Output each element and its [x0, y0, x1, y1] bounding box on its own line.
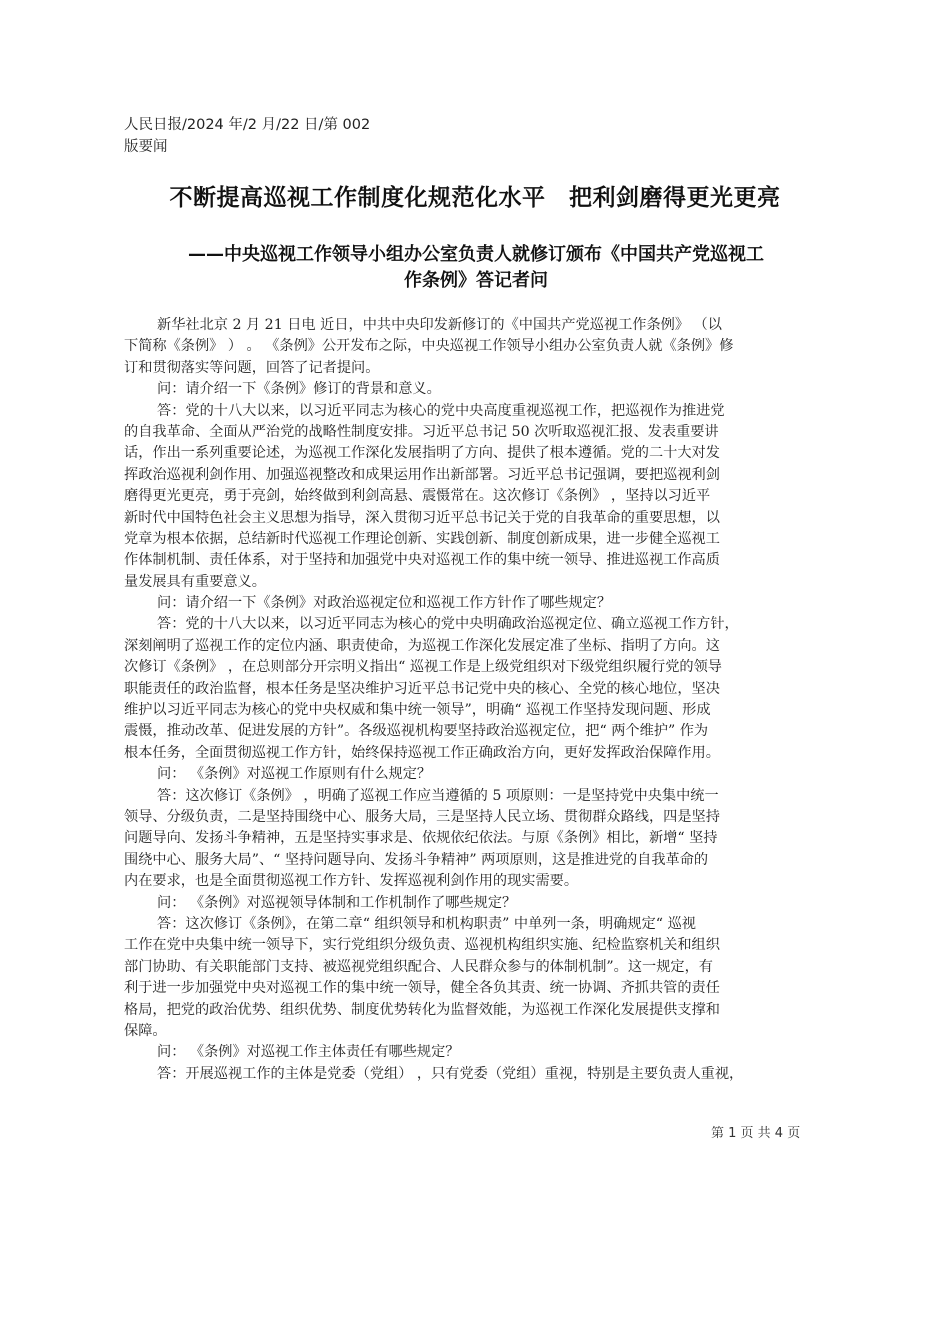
body-text-line: 问：请介绍一下《条例》修订的背景和意义。 — [157, 381, 441, 398]
body-text-line: 问： 《条例》对巡视领导体制和工作机制作了哪些规定？ — [157, 894, 517, 911]
source-line-1: 人民日报/2024 年/2 月/22 日/第 002 — [124, 117, 371, 133]
page-number: 第 1 页 共 4 页 — [711, 1126, 801, 1141]
body-text-line: 答：党的十八大以来，以习近平同志为核心的党中央高度重视巡视工作，把巡视作为推进党 — [157, 402, 725, 419]
body-text-line: 围绕中心、服务大局”、“ 坚持问题导向、发扬斗争精神” 两项原则，这是推进党的自我革命的 — [124, 851, 709, 868]
source-line-2: 版要闻 — [124, 139, 168, 155]
body-text-line: 维护以习近平同志为核心的党中央权威和集中统一领导”，明确“ 巡视工作坚持发现问题、形成 — [124, 702, 711, 719]
body-text-line: 话，作出一系列重要论述，为巡视工作深化发展指明了方向、提供了根本遵循。党的二十大对发 — [124, 445, 720, 462]
body-text-line: 问： 《条例》对巡视工作原则有什么规定？ — [157, 766, 432, 783]
body-text-line: 答：党的十八大以来，以习近平同志为核心的党中央明确政治巡视定位、确立巡视工作方针， — [157, 616, 739, 633]
body-text-line: 深刻阐明了巡视工作的定位内涵、职责使命，为巡视工作深化发展定准了坐标、指明了方向。这 — [124, 637, 720, 654]
body-text-line: 的自我革命、全面从严治党的战略性制度安排。习近平总书记 50 次听取巡视汇报、发表重要讲 — [124, 423, 719, 440]
body-text-line: 震慑，推动改革、促进发展的方针”。各级巡视机构要坚持政治巡视定位，把“ 两个维护” 作为 — [124, 723, 709, 740]
body-text-line: 答：这次修订《条例》，在第二章“ 组织领导和机构职责” 中单列一条，明确规定“ 巡视 — [157, 915, 696, 932]
body-text-line: 内在要求，也是全面贯彻巡视工作方针、发挥巡视利剑作用的现实需要。 — [124, 873, 579, 890]
subtitle-line-1: ——中央巡视工作领导小组办公室负责人就修订颁布《中国共产党巡视工 — [188, 244, 764, 265]
source-header — [124, 114, 370, 158]
body-text-line: 部门协助、有关职能部门支持、被巡视党组织配合、人民群众参与的体制机制”。这一规定，有 — [124, 958, 713, 975]
body-text-line: 职能责任的政治监督，根本任务是坚决维护习近平总书记党中央的核心、全党的核心地位，坚决 — [124, 680, 720, 697]
body-text-line: 问：请介绍一下《条例》对政治巡视定位和巡视工作方针作了哪些规定？ — [157, 595, 612, 612]
body-text-line: 问题导向、发扬斗争精神，五是坚持实事求是、依规依纪依法。与原《条例》相比，新增“ 坚持 — [124, 830, 718, 847]
body-text-line: 答：开展巡视工作的主体是党委（党组） ，只有党委（党组）重视，特别是主要负责人重视， — [157, 1065, 744, 1082]
body-text-line: 新时代中国特色社会主义思想为指导，深入贯彻习近平总书记关于党的自我革命的重要思想，以 — [124, 509, 720, 526]
subtitle-line-2: 作条例》答记者问 — [404, 270, 548, 291]
body-text-line: 工作在党中央集中统一领导下，实行党组织分级负责、巡视机构组织实施、纪检监察机关和组织 — [124, 937, 720, 954]
body-text-line: 挥政治巡视利剑作用、加强巡视整改和成果运用作出新部署。习近平总书记强调，要把巡视利剑 — [124, 466, 720, 483]
body-text-line: 利于进一步加强党中央对巡视工作的集中统一领导，健全各负其责、统一协调、齐抓共管的责任 — [124, 980, 720, 997]
body-text-line: 格局，把党的政治优势、组织优势、制度优势转化为监督效能，为巡视工作深化发展提供支撑和 — [124, 1001, 720, 1018]
body-text-line: 问： 《条例》对巡视工作主体责任有哪些规定？ — [157, 1044, 460, 1061]
body-text-line: 作体制机制、责任体系，对于坚持和加强党中央对巡视工作的集中统一领导、推进巡视工作高质 — [124, 552, 720, 569]
body-text-line: 答：这次修订《条例》 ，明确了巡视工作应当遵循的 5 项原则：一是坚持党中央集中统一 — [157, 787, 719, 804]
body-text-line: 订和贯彻落实等问题，回答了记者提问。 — [124, 359, 380, 376]
body-text-line: 次修订《条例》 ，在总则部分开宗明义指出“ 巡视工作是上级党组织对下级党组织履行党的领导 — [124, 659, 722, 676]
body-text-line: 保障。 — [124, 1022, 167, 1039]
body-text-line: 根本任务，全面贯彻巡视工作方针，始终保持巡视工作正确政治方向，更好发挥政治保障作用。 — [124, 744, 720, 761]
body-text-line: 新华社北京 2 月 21 日电 近日，中共中央印发新修订的《中国共产党巡视工作条例》 （以 — [157, 317, 722, 333]
article-title: 不断提高巡视工作制度化规范化水平 把利剑磨得更光更亮 — [169, 185, 781, 211]
article-subtitle — [124, 242, 828, 294]
article-body — [124, 315, 828, 1085]
body-text-line: 下简称《条例》 ） 。 《条例》公开发布之际，中央巡视工作领导小组办公室负责人就《条例》修 — [124, 338, 734, 355]
body-text-line: 磨得更光更亮，勇于亮剑，始终做到利剑高悬、震慑常在。这次修订《条例》 ，坚持以习近平 — [124, 488, 711, 505]
body-text-line: 党章为根本依据，总结新时代巡视工作理论创新、实践创新、制度创新成果，进一步健全巡视工 — [124, 530, 720, 547]
body-text-line: 领导、分级负责，二是坚持围绕中心、服务大局，三是坚持人民立场、贯彻群众路线，四是坚持 — [124, 808, 720, 825]
body-text-line: 量发展具有重要意义。 — [124, 573, 266, 590]
